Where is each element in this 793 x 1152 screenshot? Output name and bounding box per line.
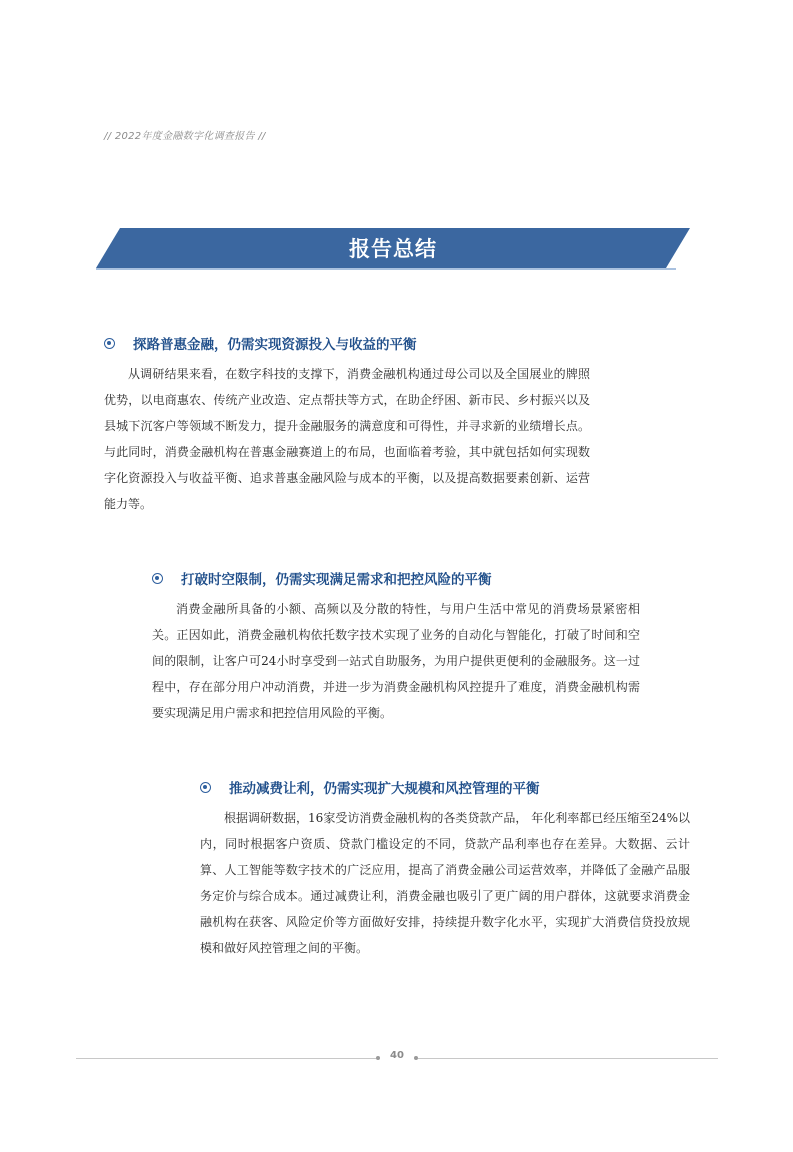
section-heading [152, 568, 640, 588]
section-body: 消费金融所具备的小额、高频以及分散的特性，与用户生活中常见的消费场景紧密相关。正因如此，消费金融机构依托数字技术实现了业务的自动化与智能化，打破了时间和空间的限制，让客户可24小时享受到一站式自助服务，为用户提供更便利的金融服务。这一过程中，存在部分用户冲动消费，并进一步为消费金融机构风控提升了难度，消费金融机构需要实现满足用户需求和把控信用风险的平衡。 [152, 602, 640, 720]
footer-divider-right [418, 1058, 718, 1059]
page-number: 40 [390, 1050, 404, 1061]
double-circle-icon [152, 573, 163, 584]
double-circle-icon [104, 338, 115, 349]
banner-title: 报告总结 [349, 237, 437, 261]
section-3 [200, 777, 690, 961]
section-heading-text: 推动减费让利，仍需实现扩大规模和风控管理的平衡 [229, 781, 540, 797]
section-heading-text: 打破时空限制，仍需实现满足需求和把控风险的平衡 [181, 572, 492, 588]
double-circle-icon [200, 782, 211, 793]
section-heading-text: 探路普惠金融，仍需实现资源投入与收益的平衡 [133, 337, 417, 353]
section-heading [200, 777, 690, 797]
section-body: 从调研结果来看，在数字科技的支撑下，消费金融机构通过母公司以及全国展业的牌照优势，以电商惠农、传统产业改造、定点帮扶等方式，在助企纾困、新市民、乡村振兴以及县城下沉客户等领域不断发力，提升金融服务的满意度和可得性，并寻求新的业绩增长点。与此同时，消费金融机构在普惠金融赛道上的布局，也面临着考验，其中就包括如何实现数字化资源投入与收益平衡、追求普惠金融风险与成本的平衡，以及提高数据要素创新、运营能力等。 [104, 367, 590, 511]
footer-divider-left [76, 1058, 376, 1059]
section-body: 根据调研数据，16家受访消费金融机构的各类贷款产品， 年化利率都已经压缩至24%以内，同时根据客户资质、贷款门槛设定的不同，贷款产品利率也存在差异。大数据、云计算、人工智能等数字技术的广泛应用，提高了消费金融公司运营效率，并降低了金融产品服务定价与综合成本。通过减费让利，消费金融也吸引了更广阔的用户群体，这就要求消费金融机构在获客、风险定价等方面做好安排，持续提升数字化水平，实现扩大消费信贷投放规模和做好风控管理之间的平衡。 [200, 811, 690, 955]
footer-dot-left [376, 1056, 380, 1060]
section-heading [104, 333, 590, 353]
section-1 [104, 333, 590, 517]
section-2 [152, 568, 640, 726]
running-header: // 2022年度金融数字化调查报告 // [104, 131, 266, 142]
